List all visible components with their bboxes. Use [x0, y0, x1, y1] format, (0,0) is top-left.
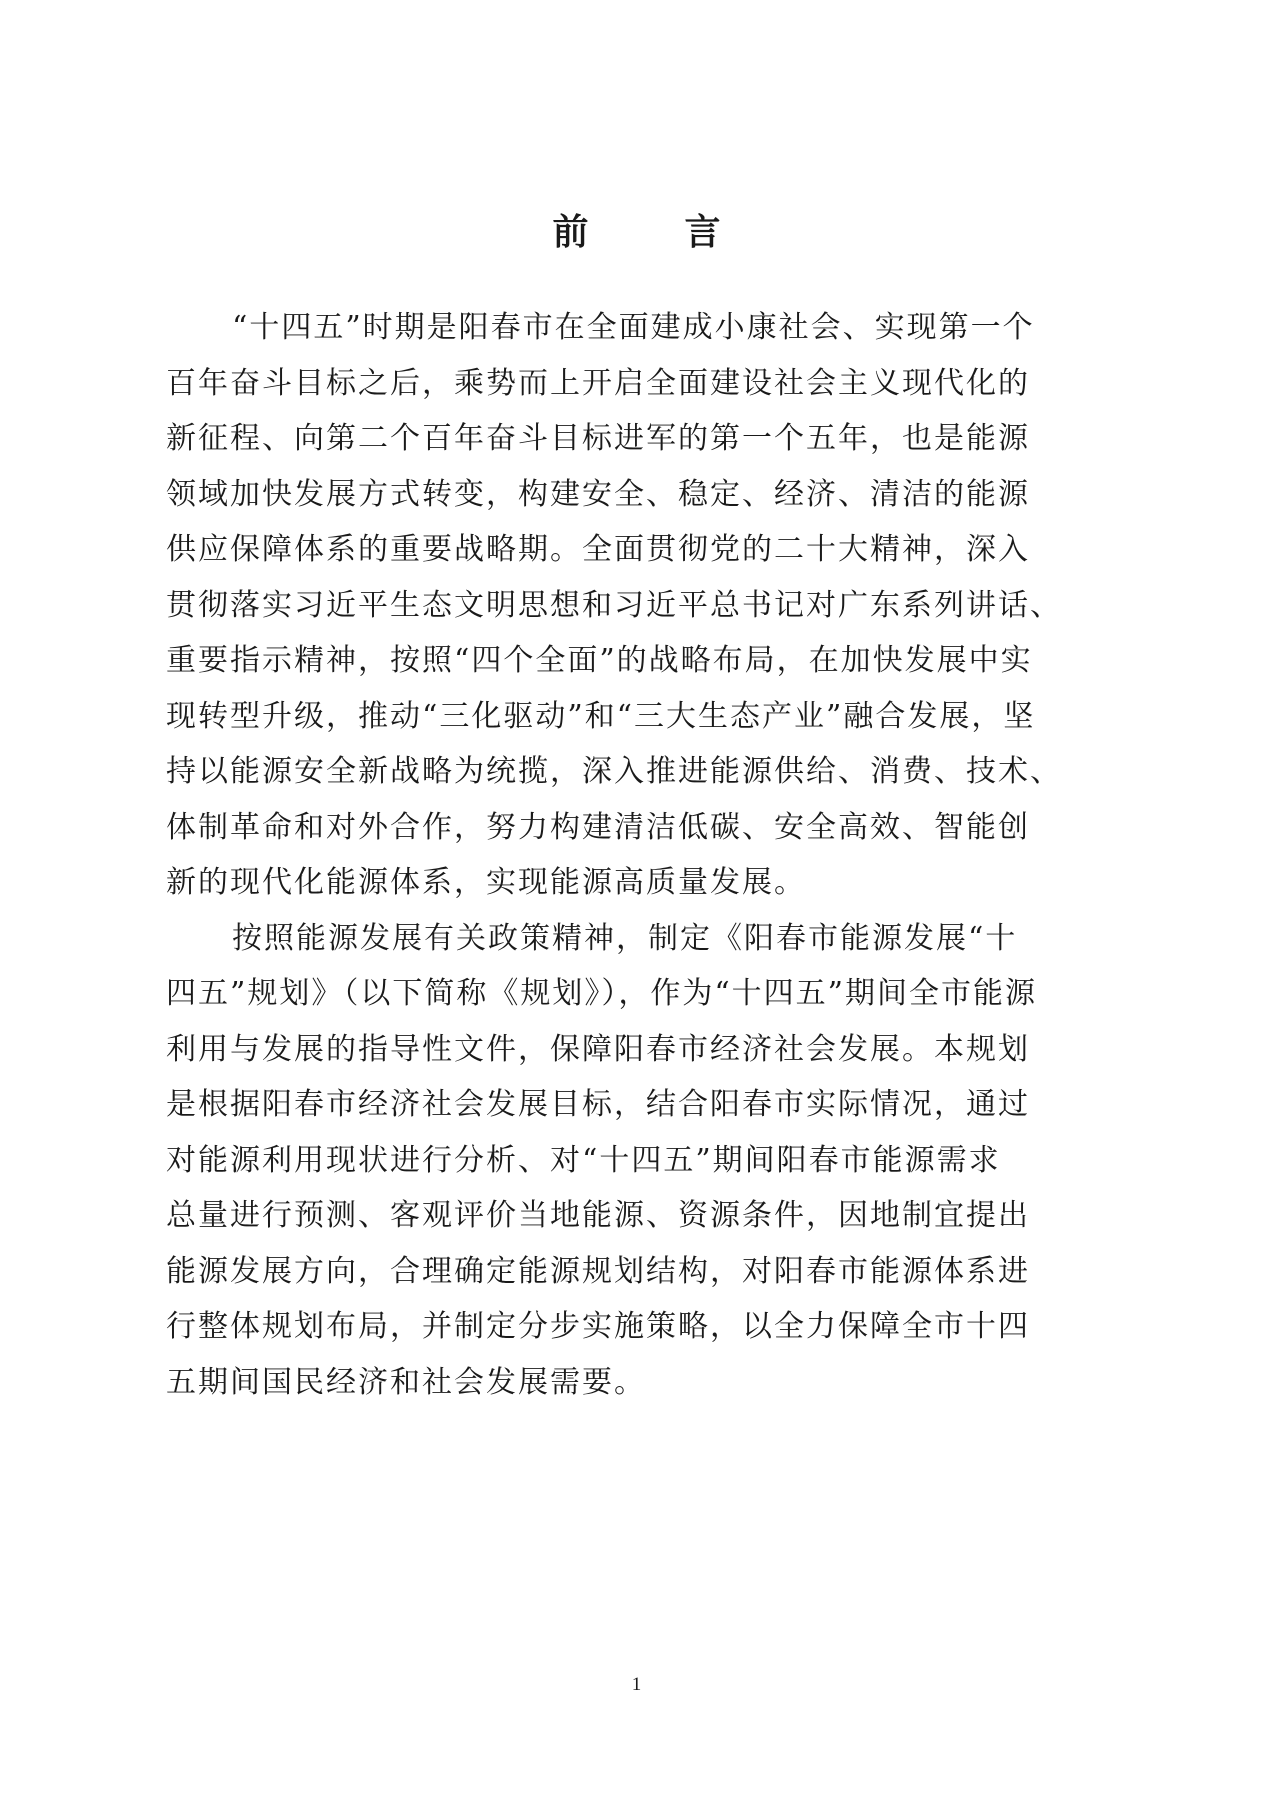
- paragraph-line: 领域加快发展方式转变，构建安全、稳定、经济、清洁的能源: [166, 476, 1030, 512]
- paragraph-line: 对能源利用现状进行分析、对“十四五”期间阳春市能源需求: [166, 1142, 1001, 1178]
- paragraph-line: 体制革命和对外合作，努力构建清洁低碳、安全高效、智能创: [166, 809, 1030, 845]
- paragraph-line: 按照能源发展有关政策精神，制定《阳春市能源发展“十: [232, 920, 1018, 956]
- paragraph-line: 贯彻落实习近平生态文明思想和习近平总书记对广东系列讲话、: [166, 587, 1062, 623]
- paragraph-line: 持以能源安全新战略为统揽，深入推进能源供给、消费、技术、: [166, 754, 1062, 789]
- page-title: 前 言: [552, 212, 751, 253]
- paragraph-line: 供应保障体系的重要战略期。全面贯彻党的二十大精神，深入: [166, 532, 1030, 567]
- document-body: [166, 300, 1126, 1410]
- paragraph-line: 新征程、向第二个百年奋斗目标进军的第一个五年，也是能源: [166, 421, 1030, 456]
- paragraph-line: 现转型升级，推动“三化驱动”和“三大生态产业”融合发展，坚: [166, 698, 1036, 734]
- paragraph-line: 行整体规划布局，并制定分步实施策略，以全力保障全市十四: [166, 1309, 1030, 1344]
- paragraph-line: “十四五”时期是阳春市在全面建成小康社会、实现第一个: [232, 310, 1035, 345]
- paragraph-line: 是根据阳春市经济社会发展目标，结合阳春市实际情况，通过: [166, 1087, 1030, 1122]
- paragraph-line: 能源发展方向，合理确定能源规划结构，对阳春市能源体系进: [166, 1253, 1030, 1289]
- paragraph-line: 利用与发展的指导性文件，保障阳春市经济社会发展。本规划: [166, 1031, 1030, 1067]
- paragraph-line: 五期间国民经济和社会发展需要。: [166, 1364, 646, 1400]
- paragraph-line: 重要指示精神，按照“四个全面”的战略布局，在加快发展中实: [166, 643, 1033, 678]
- paragraph-line: 新的现代化能源体系，实现能源高质量发展。: [166, 865, 806, 900]
- paragraph-line: 百年奋斗目标之后，乘势而上开启全面建设社会主义现代化的: [166, 365, 1030, 401]
- paragraph-line: 四五”规划》（以下简称《规划》），作为“十四五”期间全市能源: [166, 976, 1038, 1011]
- paragraph-line: 总量进行预测、客观评价当地能源、资源条件，因地制宜提出: [166, 1198, 1030, 1233]
- page-number: 1: [631, 1674, 642, 1695]
